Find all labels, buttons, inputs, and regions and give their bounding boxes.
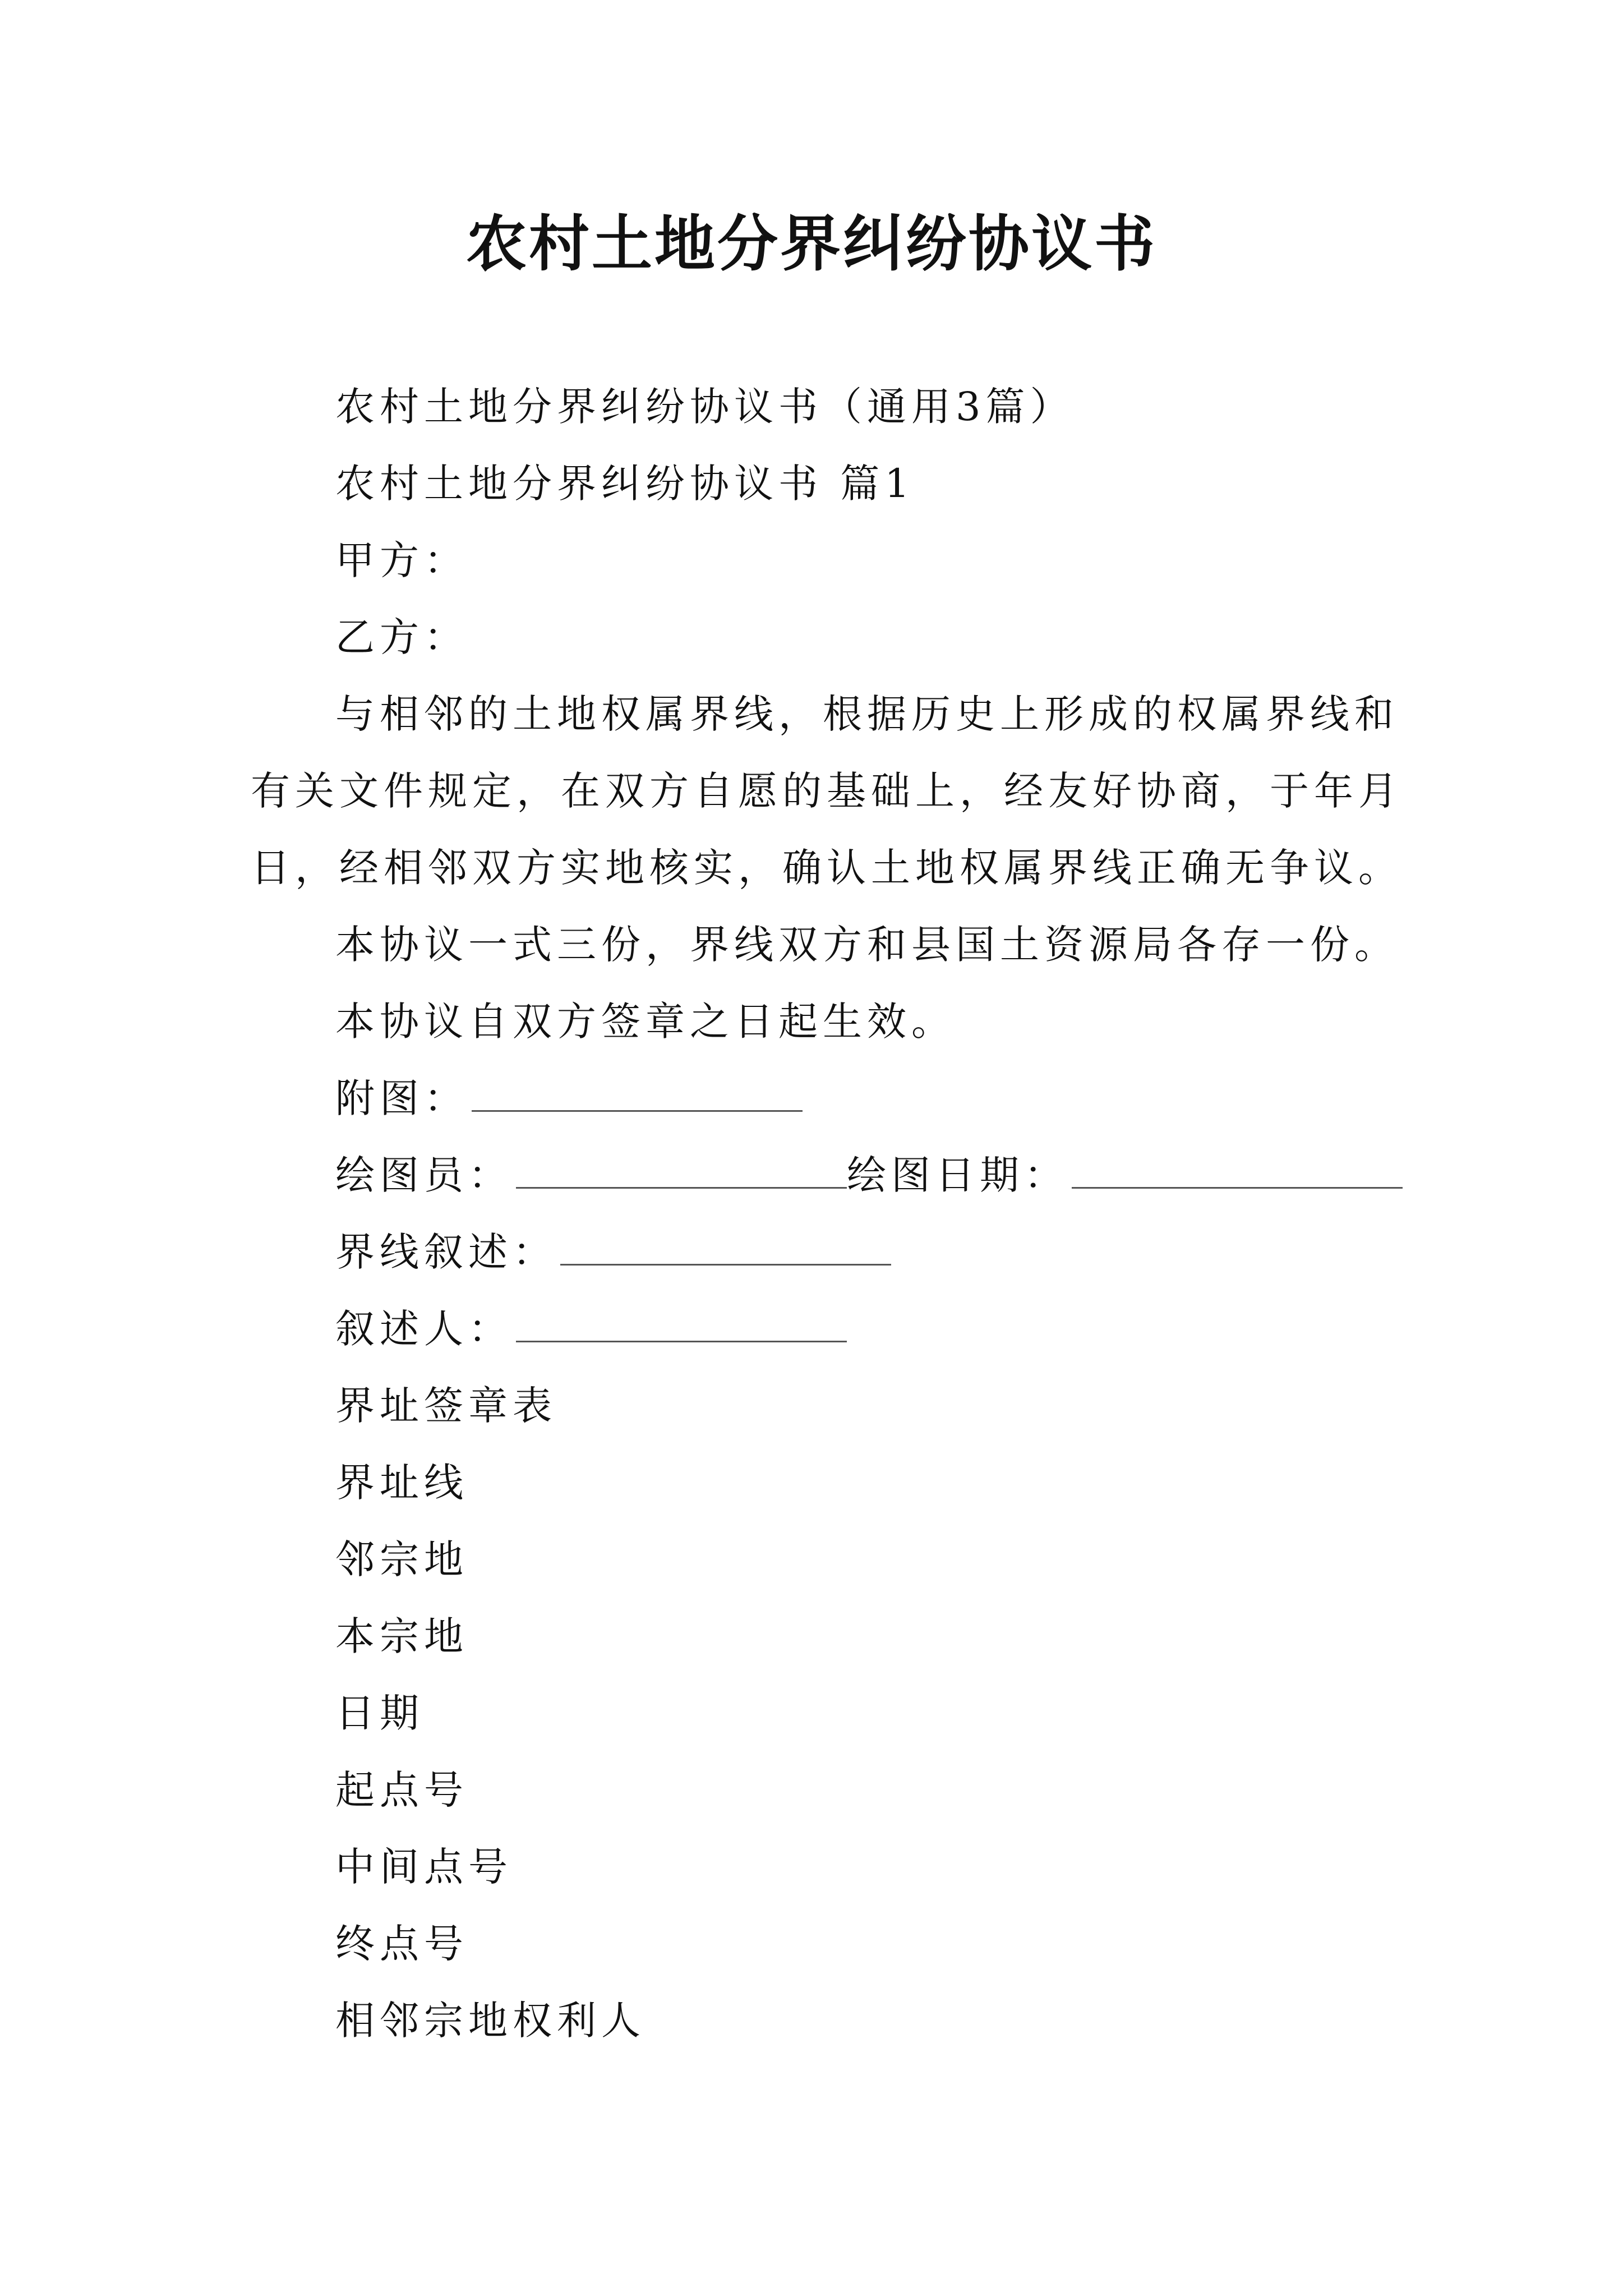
list-item: 终点号 (335, 1921, 468, 1967)
list-item: 中间点号 (335, 1844, 513, 1890)
boundary-desc-row (335, 1227, 891, 1277)
list-item: 相邻宗地权利人 (335, 1998, 645, 2044)
paragraph-effective: 本协议自双方签章之日起生效。 (335, 999, 956, 1045)
list-item: 本宗地 (335, 1613, 468, 1659)
list-item: 邻宗地 (335, 1536, 468, 1582)
narrator-blank (516, 1306, 847, 1342)
document-title: 农村土地分界纠纷协议书 (465, 209, 1157, 279)
list-item: 界址签章表 (335, 1383, 557, 1429)
drafter-row (335, 1150, 1403, 1200)
paragraph-line: 有关文件规定，在双方自愿的基础上，经友好协商，于年月 (251, 768, 1403, 814)
list-item: 日期 (335, 1690, 424, 1736)
list-item: 起点号 (335, 1767, 468, 1813)
boundary-desc-blank (560, 1229, 891, 1266)
draw-date-blank (1072, 1152, 1403, 1189)
attachment-blank (472, 1075, 803, 1112)
subtitle: 农村土地分界纠纷协议书（通用3篇） (335, 384, 1075, 430)
list-item: 界址线 (335, 1460, 468, 1506)
party-a-label: 甲方： (335, 537, 468, 583)
narrator-label: 叙述人： (335, 1306, 513, 1352)
draw-date-label: 绘图日期： (847, 1152, 1068, 1198)
chapter-heading: 农村土地分界纠纷协议书 篇1 (335, 461, 915, 507)
paragraph-line: 与相邻的土地权属界线，根据历史上形成的权属界线和 (335, 691, 1399, 737)
drafter-blank (516, 1152, 847, 1189)
attachment-row (335, 1073, 803, 1124)
attachment-label: 附图： (335, 1075, 468, 1121)
paragraph-copies: 本协议一式三份，界线双方和县国土资源局各存一份。 (335, 922, 1399, 968)
party-b-label: 乙方： (335, 614, 468, 660)
drafter-label: 绘图员： (335, 1152, 513, 1198)
narrator-row (335, 1304, 847, 1354)
boundary-desc-label: 界线叙述： (335, 1229, 557, 1275)
paragraph-line: 日，经相邻双方实地核实，确认土地权属界线正确无争议。 (251, 845, 1403, 891)
